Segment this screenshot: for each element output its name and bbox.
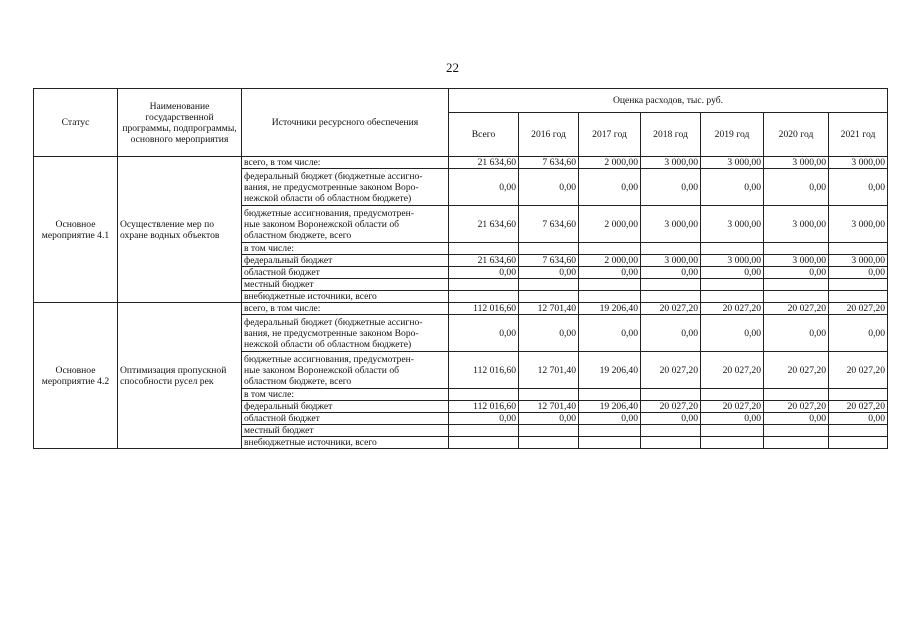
source-cell: внебюджетные источники, всего — [242, 291, 449, 303]
source-cell: в том числе: — [242, 389, 449, 401]
value-cell — [701, 437, 764, 449]
value-cell — [579, 437, 641, 449]
value-cell: 12 701,40 — [519, 352, 579, 389]
header-year: 2018 год — [641, 113, 701, 157]
value-cell — [764, 425, 829, 437]
value-cell: 3 000,00 — [764, 206, 829, 243]
value-cell: 0,00 — [701, 315, 764, 352]
value-cell: 3 000,00 — [764, 255, 829, 267]
source-cell: областной бюджет — [242, 267, 449, 279]
value-cell: 19 206,40 — [579, 352, 641, 389]
value-cell: 3 000,00 — [641, 157, 701, 169]
value-cell: 12 701,40 — [519, 303, 579, 315]
value-cell: 0,00 — [449, 267, 519, 279]
source-cell: местный бюджет — [242, 425, 449, 437]
value-cell — [641, 437, 701, 449]
value-cell — [519, 243, 579, 255]
value-cell: 20 027,20 — [829, 352, 888, 389]
value-cell: 0,00 — [829, 267, 888, 279]
value-cell: 0,00 — [519, 315, 579, 352]
header-estimate: Оценка расходов, тыс. руб. — [449, 89, 888, 113]
value-cell: 19 206,40 — [579, 303, 641, 315]
value-cell: 21 634,60 — [449, 206, 519, 243]
value-cell — [449, 291, 519, 303]
value-cell: 0,00 — [829, 315, 888, 352]
value-cell: 12 701,40 — [519, 401, 579, 413]
value-cell: 0,00 — [764, 169, 829, 206]
value-cell: 3 000,00 — [641, 206, 701, 243]
value-cell: 0,00 — [701, 169, 764, 206]
value-cell: 0,00 — [579, 267, 641, 279]
value-cell — [701, 243, 764, 255]
value-cell — [764, 291, 829, 303]
value-cell: 112 016,60 — [449, 303, 519, 315]
value-cell: 20 027,20 — [641, 303, 701, 315]
value-cell: 3 000,00 — [829, 157, 888, 169]
header-name: Наименование государственной программы, подпрограммы, основного мероприятия — [118, 89, 242, 157]
value-cell — [641, 243, 701, 255]
header-sources: Источники ресурсного обеспечения — [242, 89, 449, 157]
source-cell: федеральный бюджет — [242, 255, 449, 267]
value-cell: 20 027,20 — [641, 352, 701, 389]
value-cell: 20 027,20 — [829, 401, 888, 413]
budget-table — [33, 88, 888, 449]
value-cell: 7 634,60 — [519, 255, 579, 267]
source-cell: федеральный бюджет (бюджетные ассигно- вания, не предусмотренные законом Воро- нежской области об областном бюджете) — [242, 169, 449, 206]
value-cell: 21 634,60 — [449, 157, 519, 169]
program-name-cell: Осуществление мер по охране водных объектов — [118, 157, 242, 303]
value-cell: 0,00 — [764, 315, 829, 352]
value-cell: 3 000,00 — [829, 206, 888, 243]
value-cell: 0,00 — [519, 267, 579, 279]
value-cell — [519, 389, 579, 401]
value-cell — [449, 389, 519, 401]
header-year: 2021 год — [829, 113, 888, 157]
header-year: 2017 год — [579, 113, 641, 157]
value-cell — [579, 389, 641, 401]
value-cell: 0,00 — [764, 267, 829, 279]
value-cell: 3 000,00 — [701, 255, 764, 267]
source-cell: всего, в том числе: — [242, 303, 449, 315]
value-cell: 0,00 — [579, 413, 641, 425]
value-cell — [579, 291, 641, 303]
value-cell — [764, 437, 829, 449]
value-cell: 3 000,00 — [829, 255, 888, 267]
value-cell: 20 027,20 — [764, 401, 829, 413]
value-cell: 20 027,20 — [701, 352, 764, 389]
value-cell: 0,00 — [519, 413, 579, 425]
value-cell — [829, 243, 888, 255]
value-cell: 0,00 — [641, 169, 701, 206]
value-cell: 2 000,00 — [579, 255, 641, 267]
source-cell: бюджетные ассигнования, предусмотрен- ные законом Воронежской области об областном бюджете, всего — [242, 206, 449, 243]
value-cell: 3 000,00 — [701, 157, 764, 169]
value-cell — [829, 291, 888, 303]
source-cell: областной бюджет — [242, 413, 449, 425]
status-cell: Основное мероприятие 4.2 — [34, 303, 118, 449]
value-cell — [579, 243, 641, 255]
value-cell: 7 634,60 — [519, 157, 579, 169]
value-cell — [449, 243, 519, 255]
header-year: 2020 год — [764, 113, 829, 157]
value-cell: 3 000,00 — [764, 157, 829, 169]
value-cell: 0,00 — [641, 413, 701, 425]
value-cell: 20 027,20 — [764, 303, 829, 315]
value-cell — [449, 437, 519, 449]
value-cell: 2 000,00 — [579, 157, 641, 169]
value-cell — [764, 243, 829, 255]
header-year: 2019 год — [701, 113, 764, 157]
value-cell — [519, 425, 579, 437]
table-row — [34, 303, 888, 315]
status-cell: Основное мероприятие 4.1 — [34, 157, 118, 303]
value-cell: 0,00 — [701, 267, 764, 279]
value-cell — [519, 291, 579, 303]
value-cell — [829, 425, 888, 437]
value-cell — [449, 279, 519, 291]
program-name-cell: Оптимизация пропускной способности русел рек — [118, 303, 242, 449]
value-cell: 112 016,60 — [449, 352, 519, 389]
value-cell: 0,00 — [829, 413, 888, 425]
value-cell — [579, 279, 641, 291]
value-cell: 0,00 — [701, 413, 764, 425]
value-cell: 0,00 — [829, 169, 888, 206]
table-row — [34, 157, 888, 169]
value-cell — [641, 279, 701, 291]
value-cell — [519, 437, 579, 449]
value-cell — [701, 279, 764, 291]
header-status: Статус — [34, 89, 118, 157]
value-cell: 20 027,20 — [829, 303, 888, 315]
value-cell — [829, 279, 888, 291]
value-cell: 0,00 — [579, 315, 641, 352]
value-cell: 0,00 — [449, 315, 519, 352]
value-cell: 2 000,00 — [579, 206, 641, 243]
header-year: Всего — [449, 113, 519, 157]
value-cell: 7 634,60 — [519, 206, 579, 243]
value-cell: 112 016,60 — [449, 401, 519, 413]
value-cell: 20 027,20 — [641, 401, 701, 413]
value-cell: 21 634,60 — [449, 255, 519, 267]
value-cell: 0,00 — [764, 413, 829, 425]
value-cell — [764, 389, 829, 401]
source-cell: бюджетные ассигнования, предусмотрен- ные законом Воронежской области об областном бюджете, всего — [242, 352, 449, 389]
value-cell — [641, 425, 701, 437]
value-cell — [829, 389, 888, 401]
value-cell — [701, 425, 764, 437]
header-year: 2016 год — [519, 113, 579, 157]
value-cell: 3 000,00 — [641, 255, 701, 267]
value-cell — [764, 279, 829, 291]
source-cell: внебюджетные источники, всего — [242, 437, 449, 449]
value-cell: 0,00 — [519, 169, 579, 206]
source-cell: федеральный бюджет (бюджетные ассигно- вания, не предусмотренные законом Воро- нежской области об областном бюджете) — [242, 315, 449, 352]
value-cell: 0,00 — [449, 169, 519, 206]
value-cell: 20 027,20 — [764, 352, 829, 389]
page-number: 22 — [446, 60, 459, 75]
value-cell: 3 000,00 — [701, 206, 764, 243]
value-cell — [579, 425, 641, 437]
source-cell: федеральный бюджет — [242, 401, 449, 413]
value-cell — [701, 389, 764, 401]
value-cell — [519, 279, 579, 291]
value-cell: 20 027,20 — [701, 401, 764, 413]
value-cell: 19 206,40 — [579, 401, 641, 413]
source-cell: всего, в том числе: — [242, 157, 449, 169]
value-cell — [701, 291, 764, 303]
value-cell: 0,00 — [579, 169, 641, 206]
value-cell — [829, 437, 888, 449]
value-cell: 0,00 — [641, 315, 701, 352]
source-cell: в том числе: — [242, 243, 449, 255]
value-cell — [641, 291, 701, 303]
value-cell: 0,00 — [449, 413, 519, 425]
value-cell: 0,00 — [641, 267, 701, 279]
value-cell: 20 027,20 — [701, 303, 764, 315]
value-cell — [449, 425, 519, 437]
value-cell — [641, 389, 701, 401]
source-cell: местный бюджет — [242, 279, 449, 291]
